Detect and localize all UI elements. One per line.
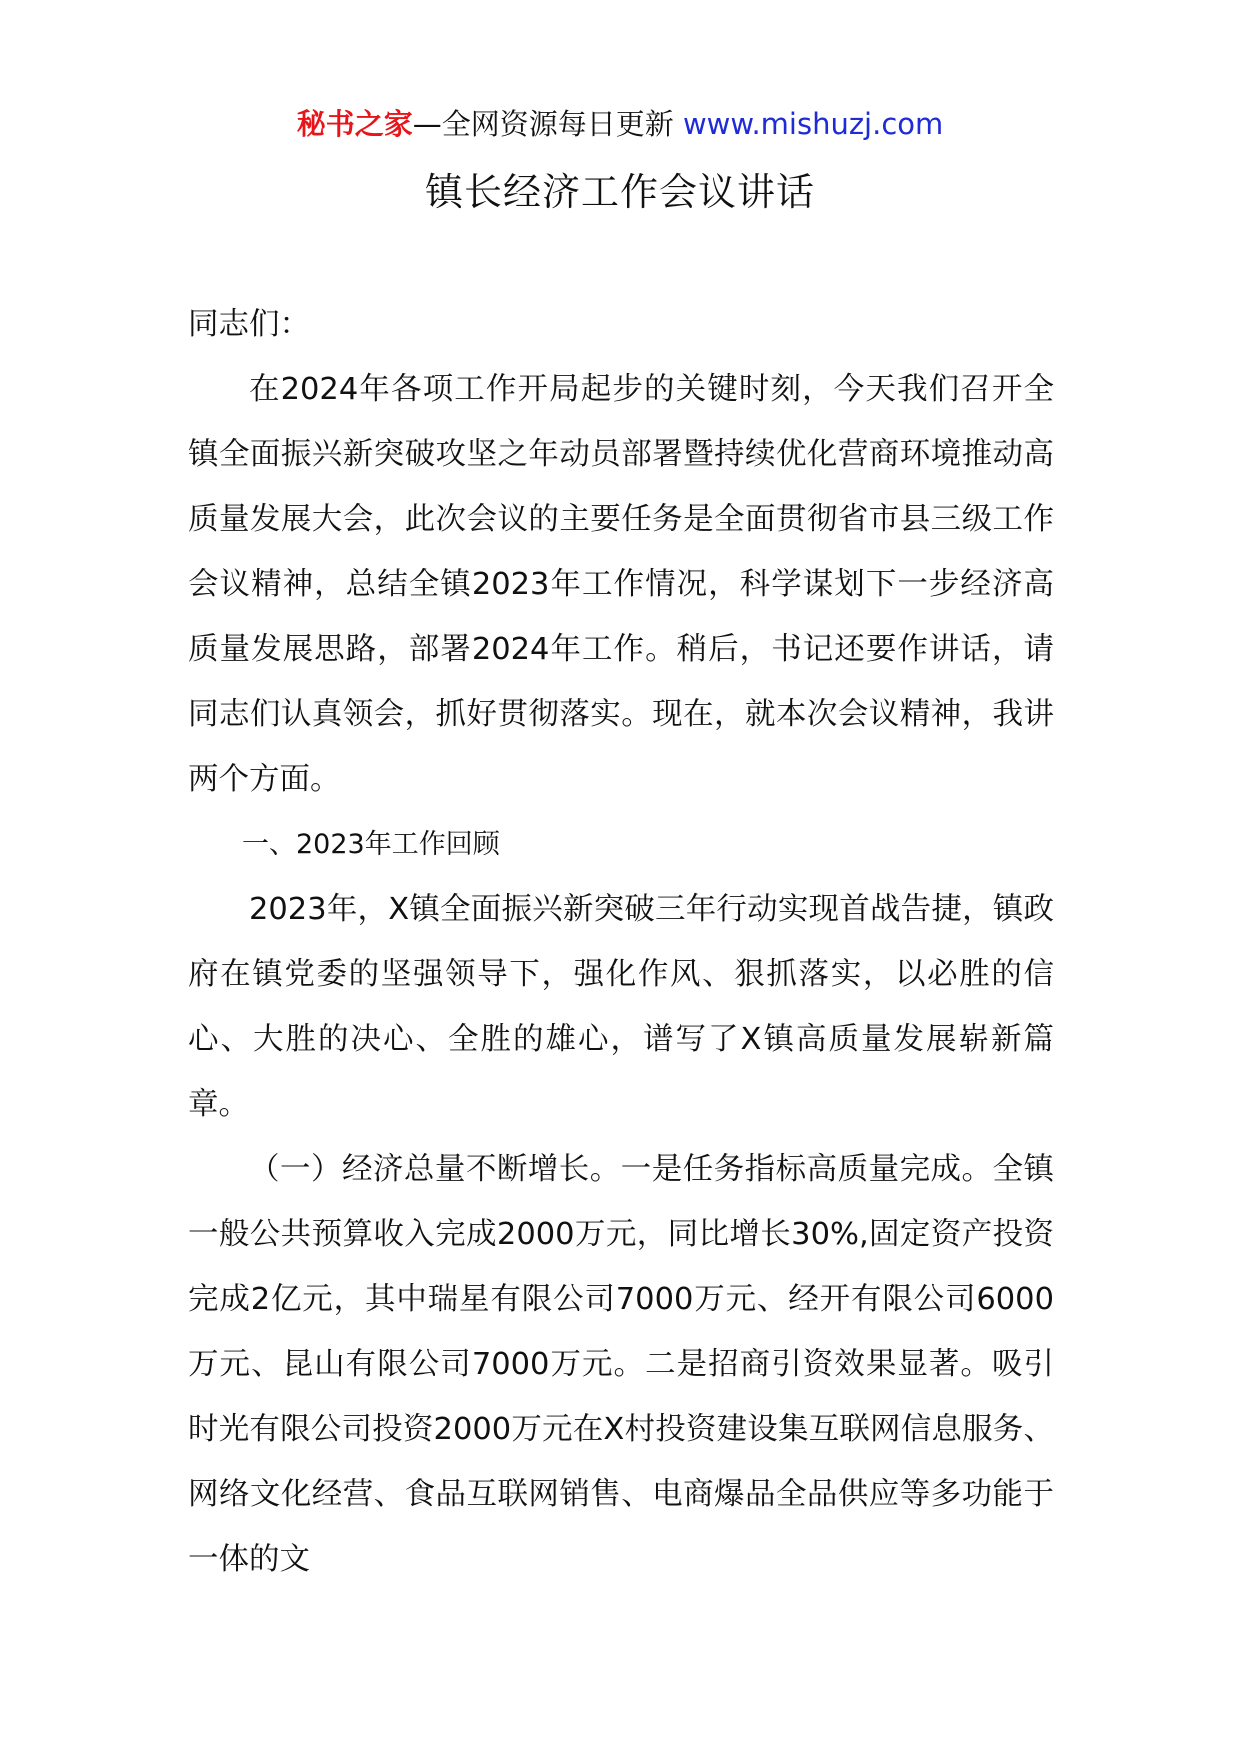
- document-body: [188, 292, 1054, 1592]
- header-slogan: —全网资源每日更新: [412, 107, 674, 141]
- paragraph-intro: 在2024年各项工作开局起步的关键时刻，今天我们召开全镇全面振兴新突破攻坚之年动员部署暨持续优化营商环境推动高质量发展大会，此次会议的主要任务是全面贯彻省市县三级工作会议精神，总结全镇2023年工作情况，科学谋划下一步经济高质量发展思路，部署2024年工作。稍后，书记还要作讲话，请同志们认真领会，抓好贯彻落实。现在，就本次会议精神，我讲两个方面。: [188, 372, 1054, 797]
- salutation: 同志们：: [188, 307, 310, 342]
- paragraph-summary: 2023年，X镇全面振兴新突破三年行动实现首战告捷，镇政府在镇党委的坚强领导下，强化作风、狠抓落实，以必胜的信心、大胜的决心、全胜的雄心，谱写了X镇高质量发展崭新篇章。: [188, 892, 1054, 1122]
- site-header: [0, 104, 1240, 144]
- brand-name: 秘书之家: [296, 107, 413, 141]
- site-url-link[interactable]: www.mishuzj.com: [682, 107, 944, 141]
- paragraph-economy: （一）经济总量不断增长。一是任务指标高质量完成。全镇一般公共预算收入完成2000万元，同比增长30%,固定资产投资完成2亿元，其中瑞星有限公司7000万元、经开有限公司6000万元、昆山有限公司7000万元。二是招商引资效果显著。吸引时光有限公司投资2000万元在X村投资建设集互联网信息服务、网络文化经营、食品互联网销售、电商爆品全品供应等多功能于一体的文: [188, 1152, 1054, 1577]
- section-heading-review: 一、2023年工作回顾: [242, 829, 500, 860]
- document-title: 镇长经济工作会议讲话: [424, 170, 815, 214]
